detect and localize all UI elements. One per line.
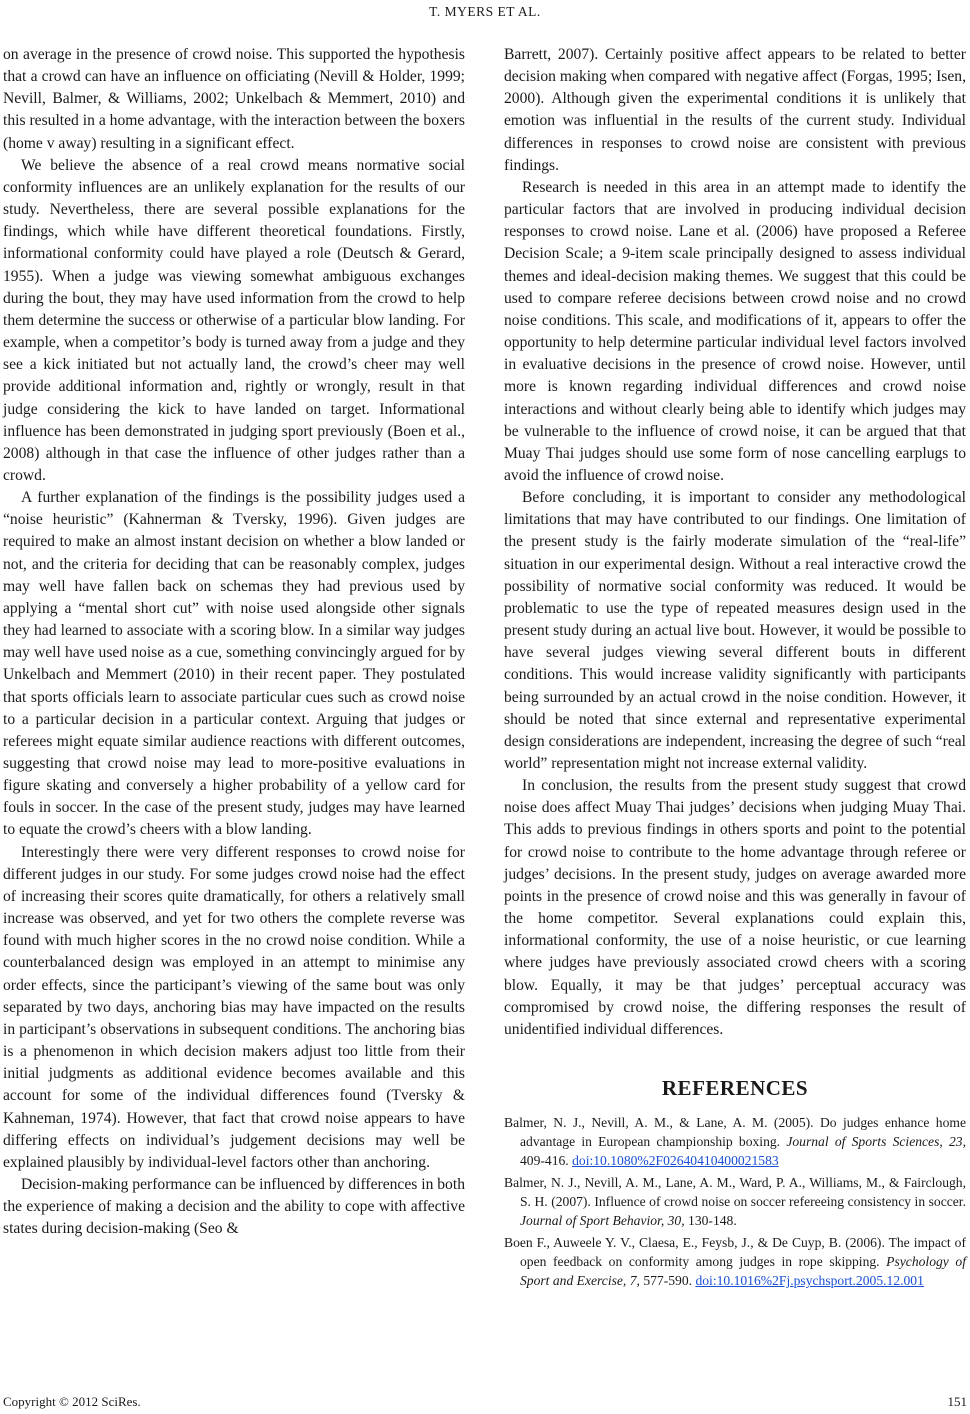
- paragraph: Before concluding, it is important to consider any methodological limitations that may have contributed to our findings. One limitation of the present study is the fairly moderate simulation of the “real-life” situation in our experimental design. Without a real interactive crowd the possibility of normative social conformity was reduced. It would be problematic to use the type of repeated measures design used in the present study during an actual live bout. However, it would be possible to have several judges viewing several different bouts in different conditions. This would increase validity significantly with participants being surrounded by an actual crowd in the noise condition. However, it should be noted that since external and representative experimental design considerations are independent, increasing the degree of such “real world” representation might not increase external validity.: [504, 489, 966, 772]
- doi-link[interactable]: doi:10.1016%2Fj.psychsport.2005.12.001: [695, 1273, 924, 1289]
- reference-journal: Journal of Sport Behavior, 30,: [520, 1213, 685, 1229]
- page-number: 151: [947, 1394, 967, 1409]
- paragraph: We believe the absence of a real crowd means normative social conformity influences are an unlikely explanation for the results of our study. Nevertheless, there are several possible explanations for the findings, which while have different theoretical foundations. Firstly, informational conformity could have played a role (Deutsch & Gerard, 1955). When a judge was viewing somewhat ambiguous exchanges during the bout, they may have used information from the crowd to help them determine the success or otherwise of a particular blow landing. For example, when a competitor’s body is turned away from a judge and they see a kick initiated but not actually land, the crowd’s cheer may well provide additional information and, rightly or wrongly, result in that judge considering the kick to have landed on target. Informational influence has been demonstrated in judging sport previously (Boen et al., 2008) although in that case the influence of other judges rather than a crowd.: [3, 156, 465, 484]
- reference-pages: 577-590.: [639, 1273, 696, 1289]
- paragraph: In conclusion, the results from the present study suggest that crowd noise does affect Muay Thai judges’ decisions when judging Muay Thai. This adds to previous findings in others sports and point to the potential for crowd noise to contribute to the home advantage through referee or judges’ decisions. In the present study, judges on average awarded more points in the presence of crowd noise and this was generally in favour of the home competitor. Several explanations could explain this, informational conformity, the use of a noise heuristic, or cue learning where judges have previously associated crowd cheers with a scoring blow. Equally, it may be that judges’ perceptual accuracy was compromised by crowd noise, the differing responses the result of unidentified individual differences.: [504, 777, 966, 1038]
- reference-journal: Journal of Sports Sciences, 23,: [786, 1134, 966, 1150]
- reference-text: Boen F., Auweele Y. V., Claesa, E., Feysb, J., & De Cuyp, B. (2006). The impact of open feedback on conformity among judges in rope skipping.: [504, 1235, 966, 1270]
- reference-text: Balmer, N. J., Nevill, A. M., Lane, A. M., Ward, P. A., Williams, M., & Fairclough, S. H. (2007). Influence of crowd noise on soccer refereeing consistency in soccer.: [504, 1175, 966, 1210]
- reference-pages: 409-416.: [520, 1153, 573, 1169]
- left-column: [3, 44, 465, 1240]
- doi-link[interactable]: doi:10.1080%2F02640410400021583: [572, 1153, 779, 1169]
- reference-entry: [504, 1173, 966, 1230]
- paragraph: Decision-making performance can be influenced by differences in both the experience of making a decision and the ability to cope with affective states during decision-making (Seo &: [3, 1175, 465, 1238]
- reference-entry: [504, 1113, 966, 1170]
- reference-pages: 130-148.: [684, 1213, 737, 1229]
- paragraph: Research is needed in this area in an attempt made to identify the particular factors that are involved in producing individual decision responses to crowd noise. Lane et al. (2006) have proposed a Referee Decision Scale; a 9-item scale principally designed to assess individual themes and ideal-decision making themes. We suggest that this could be used to compare referee decisions between crowd noise and no crowd noise conditions. This scale, and modifications of it, appears to offer the opportunity to help determine particular individual level factors involved in evaluative decisions in the presence of crowd noise. However, until more is known regarding individual differences and crowd noise interactions and without clearly being able to identify which judges may be vulnerable to the influence of crowd noise, it can be argued that that Muay Thai judges should use some form of nose cancelling earplugs to avoid the influence of crowd noise.: [504, 178, 966, 484]
- reference-entry: [504, 1233, 966, 1290]
- reference-text: Balmer, N. J., Nevill, A. M., & Lane, A. M. (2005). Do judges enhance home advantage in European championship boxing.: [504, 1115, 966, 1150]
- paragraph: Interestingly there were very different responses to crowd noise for different judges in our study. For some judges crowd noise had the effect of increasing their scores quite dramatically, for others a relatively small increase was observed, and yet for two others the complete reverse was found with much higher scores in the no crowd noise condition. While a counterbalanced design was employed in an attempt to minimise any order effects, since the participant’s viewing of the same bout was only separated by two days, anchoring bias may have impacted on the results in participant’s observations in subsequent conditions. The anchoring bias is a phenomenon in which decision makers adjust too little from their initial judgments as additional evidence becomes available and this account for some of the individual differences found (Tversky & Kahneman, 1974). However, that fact that crowd noise appears to have differing effects on individual’s judgement decisions may well be explained plausibly by individual-level factors other than anchoring.: [3, 843, 465, 1171]
- copyright-notice: Copyright © 2012 SciRes.: [3, 1394, 141, 1409]
- references-heading: REFERENCES: [661, 1076, 809, 1101]
- paragraph: Barrett, 2007). Certainly positive affect appears to be related to better decision making when compared with negative affect (Forgas, 1995; Isen, 2000). Although given the experimental conditions it is unlikely that emotion was influential in the results of the current study. Individual differences in responses to crowd noise are consistent with previous findings.: [504, 46, 966, 174]
- running-head: T. MYERS ET AL.: [429, 4, 541, 19]
- paragraph: on average in the presence of crowd noise. This supported the hypothesis that a crowd can have an influence on officiating (Nevill & Holder, 1999; Nevill, Balmer, & Williams, 2002; Unkelbach & Memmert, 2010) and this resulted in a home advantage, with the interaction between the boxers (home v away) resulting in a significant effect.: [3, 46, 465, 152]
- reference-journal: Psychology of Sport and Exercise, 7,: [520, 1254, 966, 1289]
- paragraph: A further explanation of the findings is the possibility judges used a “noise heuristic” (Kahnerman & Tversky, 1996). Given judges are required to make an almost instant decision on whether a blow landed or not, and the criteria for deciding that can be reasonably complex, judges may well have fallen back on schemas they had previous used by applying a “mental short cut” with noise used alongside other signals they had learned to associate with a scoring blow. In a similar way judges may well have used noise as a cue, something convincingly argued for by Unkelbach and Memmert (2010) in their recent paper. They postulated that sports officials learn to associate particular cues such as crowd noise to a particular decision in a particular context. Arguing that judges or referees might equate similar audience reactions with different outcomes, suggesting that crowd noise may lead to more-positive evaluations in figure skating and conversely a higher probability of a yellow card for fouls in soccer. In the case of the present study, judges may have learned to equate the crowd’s cheers with a blow landing.: [3, 489, 465, 839]
- right-column: [504, 44, 966, 1293]
